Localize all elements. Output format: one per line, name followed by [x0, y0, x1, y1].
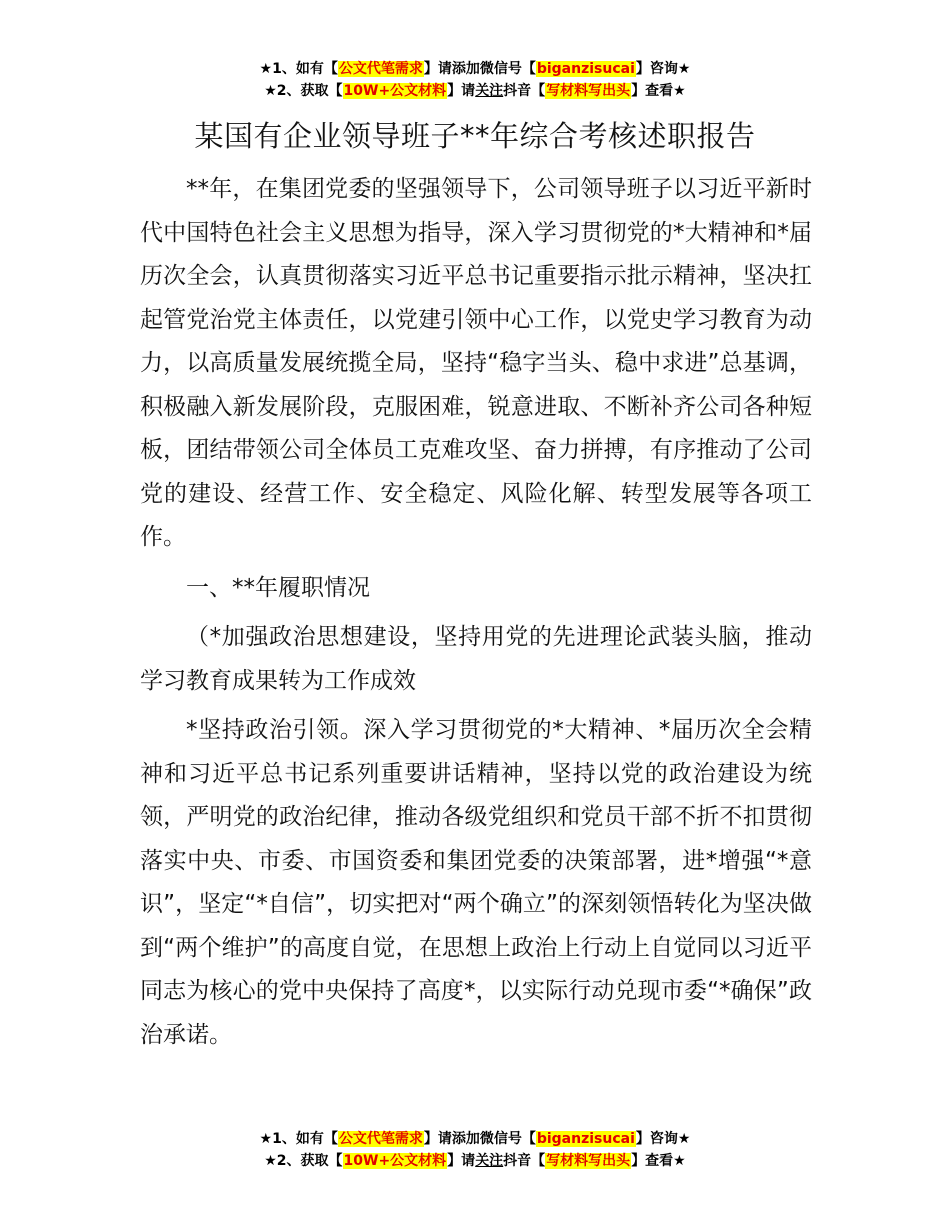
banner-highlight-wechat: biganzisucai	[536, 61, 635, 77]
banner-line-2	[0, 80, 950, 102]
banner-text: 抖音【	[503, 1153, 546, 1169]
banner-text: 】请添加微信号【	[423, 61, 536, 77]
banner-highlight-douyin: 写材料写出头	[546, 1153, 631, 1169]
banner-text: 抖音【	[503, 83, 546, 99]
document-title: 某国有企业领导班子**年综合考核述职报告	[194, 119, 756, 153]
banner-text: ★2、获取【	[264, 83, 343, 99]
banner-text: 】请添加微信号【	[423, 1131, 536, 1147]
subsection-heading: （*加强政治思想建设，坚持用党的先进理论武装头脑，推动学习教育成果转为工作成效	[140, 624, 812, 694]
paragraph-political-guidance: *坚持政治引领。深入学习贯彻党的*大精神、*届历次全会精神和习近平总书记系列重要讲话精神，坚持以党的政治建设为统领，严明党的政治纪律，推动各级党组织和党员干部不折不扣贯彻落实中央、市委、市国资委和集团党委的决策部署，进*增强“*意识”，坚定“*自信”，切实把对“两个确立”的深刻领悟转化为坚决做到“两个维护”的高度自觉，在思想上政治上行动上自觉同以习近平同志为核心的党中央保持了高度*，以实际行动兑现市委“*确保”政治承诺。	[140, 717, 812, 1048]
banner-underlined: 关注	[475, 1153, 504, 1169]
banner-text: 】请	[447, 1153, 476, 1169]
banner-text: 】查看★	[631, 1153, 686, 1169]
banner-line-1	[0, 58, 950, 80]
banner-underlined: 关注	[475, 83, 504, 99]
banner-highlight-wechat: biganzisucai	[536, 1131, 635, 1147]
banner-highlight-douyin: 写材料写出头	[546, 83, 631, 99]
banner-text: ★1、如有【	[259, 61, 338, 77]
banner-highlight: 10W+公文材料	[343, 1153, 447, 1169]
document-body	[140, 168, 812, 1057]
banner-text: ★1、如有【	[259, 1131, 338, 1147]
section-heading: 一、**年履职情况	[186, 574, 370, 601]
banner-line-2	[0, 1150, 950, 1172]
banner-line-1	[0, 1128, 950, 1150]
banner-text: 】咨询★	[635, 1131, 691, 1147]
banner-text: 】请	[447, 83, 476, 99]
banner-text: 】查看★	[631, 83, 686, 99]
paragraph-intro: **年，在集团党委的坚强领导下，公司领导班子以习近平新时代中国特色社会主义思想为指导，深入学习贯彻党的*大精神和*届历次全会，认真贯彻落实习近平总书记重要指示批示精神，坚决扛起管党治党主体责任，以党建引领中心工作，以党史学习教育为动力，以高质量发展统揽全局，坚持“稳字当头、稳中求进”总基调，积极融入新发展阶段，克服困难，锐意进取、不断补齐公司各种短板，团结带领公司全体员工克难攻坚、奋力拼搏，有序推动了公司党的建设、经营工作、安全稳定、风险化解、转型发展等各项工作。	[140, 176, 812, 550]
header-banner	[0, 58, 950, 102]
banner-text: ★2、获取【	[264, 1153, 343, 1169]
banner-highlight: 公文代笔需求	[338, 1131, 423, 1147]
footer-banner	[0, 1128, 950, 1172]
banner-highlight: 公文代笔需求	[338, 61, 423, 77]
banner-text: 】咨询★	[635, 61, 691, 77]
banner-highlight: 10W+公文材料	[343, 83, 447, 99]
